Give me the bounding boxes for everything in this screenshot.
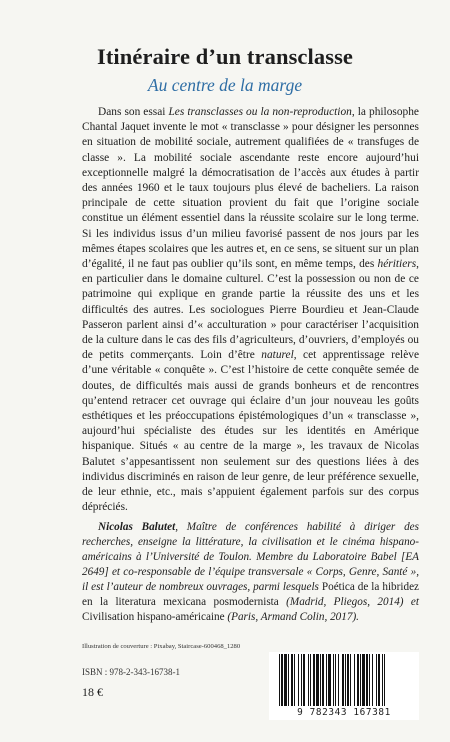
barcode	[269, 652, 419, 720]
barcode-bar	[308, 654, 309, 706]
barcode-bar	[322, 654, 324, 706]
author-book-1: Poética de la hibridez en la literatura mexicana posmodernista	[82, 581, 420, 608]
barcode-bar	[347, 654, 349, 706]
author-bio-text-3: (Paris, Armand Colin, 2017).	[224, 611, 359, 623]
barcode-bar	[320, 654, 321, 706]
summary-text-4: , cet apprentissage relève d’une véritable « conquête ». C’est l’histoire de cette conquête semée de doutes, de difficultés mais aussi de grands bonheurs et de rencontres qu’entend retracer cet ouvrage qui éclaire d’un jour nouveau les goûts esthétiques et les préoccupations épistémologiques d’un « transclasse », aujourd’hui spécialiste des études sur les identités en Amérique hispanique. Situés « au centre de la marge », les travaux de Nicolas Balutet s’appesantissent non seulement sur des questions liées à des individus discriminés en raison de leur genre, de leur préférence sexuelle, de leur ethnie, etc., mais s’appuient également parfois sur des corpus dépréciés.	[82, 349, 419, 514]
author-bio-text-2: (Madrid, Pliegos, 2014) et	[278, 596, 419, 608]
barcode-number: 9 782343 167381	[297, 707, 391, 718]
barcode-bar	[298, 654, 299, 706]
barcode-bar	[338, 654, 339, 706]
author-bio-text-1: , Maître de conférences habilité à diriger des recherches, enseigne la littérature, la civilisation et le cinéma hispano-américains à l’Université de Toulon. Membre du Laboratoire Babel [EA 2649] et co-responsable de l’équipe transversale « Corps, Genre, Santé », il est l’auteur de nombreux ouvrages, parmi lesquels	[82, 521, 419, 593]
summary-text-2: , la philosophe Chantal Jaquet invente le mot « transclasse » pour désigner les personnes en situation de mobilité sociale, autrement qualifiées de « transfuges de classe ». La mobilité sociale ascendante reste encore aujourd’hui exceptionnelle malgré la démocratisation de l’accès aux études à partir des années 1960 et le taux toujours plus élevé de bacheliers. La raison principale de cette situation provient du fait que l’origine sociale constitue un élément essentiel dans la réussite scolaire sur le long terme. Si les individus issus d’un milieu favorisé passent de nos jours par les mêmes étapes scolaires que les autres et, en ce sens, se situent sur un plan d’égalité, il ne faut pas oublier qu’ils sont, en même temps, des	[82, 106, 419, 271]
barcode-bar	[376, 654, 377, 706]
barcode-bar	[372, 654, 373, 706]
cover-illustration-credit: Illustration de couverture : Pixabay, Staircase-600468_1280	[82, 643, 241, 650]
barcode-bar	[316, 654, 319, 706]
barcode-bar	[294, 654, 295, 706]
summary-text-3: , en particulier dans le domaine culturel. C’est la possession ou non de ce patrimoine qui explique en grande partie la réussite des uns et les difficultés des autres. Les sociologues Pierre Bourdieu et Jean-Claude Passeron parlent ainsi d’« acculturation » pour caractériser l’acquisition de la culture dans le cas des fils d’agriculteurs, d’ouvriers, d’employés ou de petits commerçants. Loin d’être	[82, 258, 419, 362]
barcode-bar	[326, 654, 327, 706]
barcode-bar	[279, 654, 280, 706]
summary-term-heritiers: héritiers	[377, 258, 417, 271]
barcode-bar	[382, 654, 383, 706]
barcode-bar	[378, 654, 380, 706]
barcode-bar	[291, 654, 293, 706]
barcode-bar	[360, 654, 361, 706]
barcode-bar	[301, 654, 302, 706]
author-bio	[82, 520, 419, 625]
barcode-bar	[384, 654, 385, 706]
barcode-bar	[333, 654, 334, 706]
barcode-bar	[366, 654, 368, 706]
summary-term-naturel: naturel	[261, 349, 294, 362]
book-subtitle: Au centre de la marge	[147, 75, 303, 95]
barcode-bars	[269, 652, 419, 708]
isbn: ISBN : 978-2-343-16738-1	[82, 667, 180, 677]
barcode-bar	[357, 654, 359, 706]
barcode-bar	[354, 654, 355, 706]
barcode-bar	[362, 654, 365, 706]
barcode-bar	[369, 654, 370, 706]
author-name: Nicolas Balutet	[98, 521, 176, 533]
summary-book-title: Les transclasses ou la non-reproduction	[168, 106, 352, 118]
barcode-bar	[303, 654, 305, 706]
barcode-bar	[328, 654, 331, 706]
barcode-bar	[310, 654, 311, 706]
barcode-bar	[284, 654, 287, 706]
summary-paragraph	[82, 105, 419, 515]
author-book-2: Civilisation hispano-américaine	[82, 611, 225, 623]
barcode-bar	[313, 654, 315, 706]
barcode-bar	[281, 654, 283, 706]
barcode-bar	[350, 654, 351, 706]
book-title: Itinéraire d’un transclasse	[96, 44, 354, 69]
barcode-bar	[335, 654, 336, 706]
price: 18 €	[82, 685, 103, 699]
summary-text-1: Dans son essai	[98, 106, 169, 118]
barcode-bar	[288, 654, 289, 706]
barcode-bar	[342, 654, 344, 706]
barcode-bar	[345, 654, 346, 706]
